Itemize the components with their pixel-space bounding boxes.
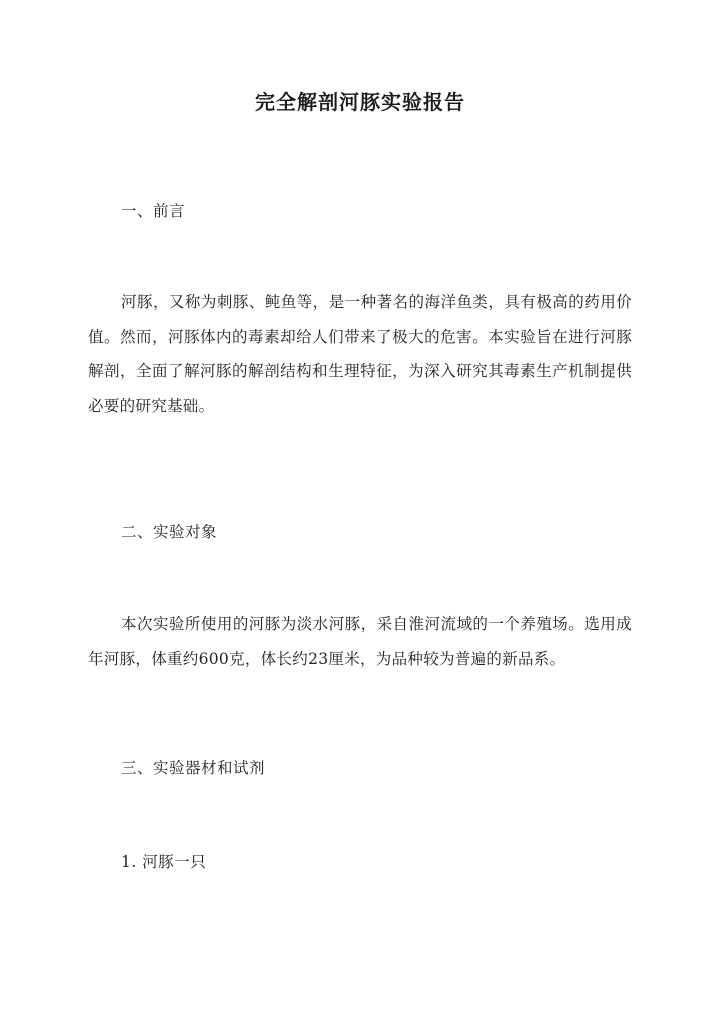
section-heading-materials: 三、实验器材和试剂 bbox=[121, 759, 266, 777]
section-heading-subject: 二、实验对象 bbox=[121, 523, 218, 541]
list-item: 1. 河豚一只 bbox=[121, 853, 207, 871]
section-heading-preface: 一、前言 bbox=[121, 202, 186, 220]
section-paragraph-subject: 本次实验所使用的河豚为淡水河豚，采自淮河流域的一个养殖场。选用成年河豚，体重约600克，体长约23厘米，为品种较为普遍的新品系。 bbox=[88, 615, 632, 668]
section-paragraph-preface: 河豚，又称为刺豚、鲀鱼等，是一种著名的海洋鱼类，具有极高的药用价值。然而，河豚体内的毒素却给人们带来了极大的危害。本实验旨在进行河豚解剖，全面了解河豚的解剖结构和生理特征，为深入研究其毒素生产机制提供必要的研究基础。 bbox=[88, 293, 632, 415]
document-title: 完全解剖河豚实验报告 bbox=[255, 90, 465, 114]
